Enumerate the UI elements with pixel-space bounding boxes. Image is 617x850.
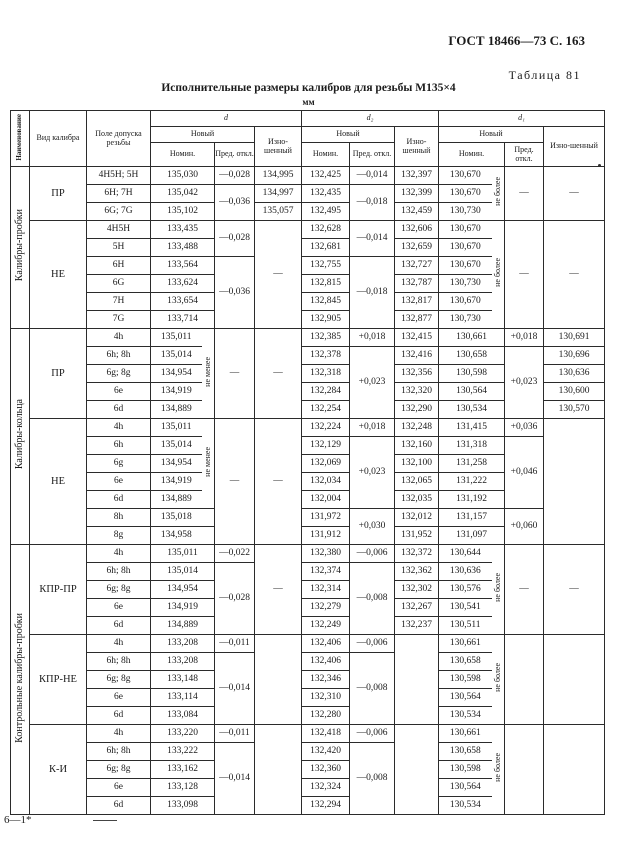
cell-d-otkl: — [215, 419, 255, 545]
cell-d-nomin: 135,011 [151, 329, 202, 347]
header-d-novyi: Новый [151, 127, 255, 143]
cell-d2-izn: 132,817 [395, 293, 439, 311]
cell-d2-izn: 132,399 [395, 185, 439, 203]
cell-d2-otkl: —0,018 [350, 257, 395, 329]
cell-d1-nomin: 130,564 [439, 779, 492, 797]
cell-d2-nomin: 132,318 [302, 365, 350, 383]
cell-d2-nomin: 132,279 [302, 599, 350, 617]
group-kalibry-koltsa: Калибры-кольца [11, 329, 30, 545]
cell-d-nomin: 133,148 [151, 671, 215, 689]
header-d2: d₂ [302, 111, 439, 127]
note-ne-bolee: не более [492, 545, 505, 635]
cell-pole: 4h [87, 635, 151, 653]
cell-d2-izn: 132,302 [395, 581, 439, 599]
cell-pole: 6e [87, 383, 151, 401]
cell-d2-nomin: 132,385 [302, 329, 350, 347]
cell-d2-otkl: +0,023 [350, 347, 395, 419]
cell-d1-nomin: 130,511 [439, 617, 492, 635]
cell-d1-izn [544, 419, 605, 545]
cell-d2-nomin: 132,905 [302, 311, 350, 329]
cell-d1-otkl: — [505, 221, 544, 329]
cell-d2-otkl: —0,008 [350, 653, 395, 725]
cell-d1-nomin: 131,258 [439, 455, 505, 473]
cell-pole: 6g; 8g [87, 581, 151, 599]
cell-d2-nomin: 132,069 [302, 455, 350, 473]
cell-d-otkl: —0,028 [215, 563, 255, 635]
cell-d1-nomin: 130,730 [439, 311, 492, 329]
cell-d-nomin: 133,208 [151, 635, 215, 653]
cell-d1-nomin: 130,644 [439, 545, 492, 563]
cell-d-nomin: 133,084 [151, 707, 215, 725]
cell-pole: 6h [87, 437, 151, 455]
cell-d2-nomin: 132,346 [302, 671, 350, 689]
footer-signature: 6—1* [4, 814, 32, 826]
cell-d2-nomin: 132,406 [302, 653, 350, 671]
cell-d-otkl: —0,028 [215, 221, 255, 257]
cell-pole: 6h; 8h [87, 563, 151, 581]
cell-d-izn: 134,997 [255, 185, 302, 203]
cell-d1-nomin: 130,534 [439, 707, 492, 725]
cell-d2-nomin: 132,310 [302, 689, 350, 707]
cell-d-nomin: 133,222 [151, 743, 215, 761]
table-row [11, 545, 605, 563]
cell-d2-otkl: +0,030 [350, 509, 395, 545]
cell-d1-nomin: 130,534 [439, 401, 505, 419]
cell-pole: 7G [87, 311, 151, 329]
cell-pole: 8h [87, 509, 151, 527]
cell-pole: 4h [87, 329, 151, 347]
cell-d2-izn: 131,952 [395, 527, 439, 545]
cell-d2-izn: 132,065 [395, 473, 439, 491]
cell-d-otkl: — [215, 329, 255, 419]
table-row [11, 347, 605, 365]
gauge-dimensions-table [10, 110, 605, 815]
note-ne-menee: не менее [202, 329, 215, 419]
header-d2-iznoshennyi: Изно-шенный [395, 127, 439, 167]
cell-d2-nomin: 132,374 [302, 563, 350, 581]
cell-d1-izn [544, 635, 605, 725]
cell-d1-nomin: 130,658 [439, 653, 492, 671]
cell-d1-nomin: 130,534 [439, 797, 492, 815]
kind-pr-ring: ПР [30, 329, 87, 419]
cell-pole: 4Н5Н [87, 221, 151, 239]
cell-d2-izn: 132,787 [395, 275, 439, 293]
cell-d2-nomin: 132,294 [302, 797, 350, 815]
note-ne-menee: не менее [202, 419, 215, 509]
cell-pole: 6d [87, 797, 151, 815]
cell-d1-nomin: 130,598 [439, 671, 492, 689]
cell-d2-izn: 132,035 [395, 491, 439, 509]
cell-d2-nomin: 132,378 [302, 347, 350, 365]
cell-d-nomin: 134,889 [151, 491, 202, 509]
cell-d-otkl: —0,022 [215, 545, 255, 563]
page-header: ГОСТ 18466—73 С. 163 [448, 33, 585, 48]
cell-d2-izn: 132,416 [395, 347, 439, 365]
cell-pole: 8g [87, 527, 151, 545]
cell-d1-nomin: 130,670 [439, 239, 492, 257]
cell-pole: 6e [87, 689, 151, 707]
cell-pole: 6h; 8h [87, 347, 151, 365]
cell-d2-nomin: 132,815 [302, 275, 350, 293]
cell-d-otkl: —0,036 [215, 185, 255, 221]
note-ne-bolee: не более [492, 221, 505, 329]
cell-d2-nomin: 132,324 [302, 779, 350, 797]
header-d1-pred: Пред. откл. [505, 143, 544, 167]
cell-d1-nomin: 131,097 [439, 527, 505, 545]
cell-d-otkl: —0,014 [215, 653, 255, 725]
cell-d-nomin: 135,011 [151, 545, 215, 563]
header-d2-nomin: Номин. [302, 143, 350, 167]
cell-d2-nomin: 132,360 [302, 761, 350, 779]
table-row [11, 509, 605, 527]
cell-d2-otkl: —0,008 [350, 563, 395, 635]
cell-d2-nomin: 132,254 [302, 401, 350, 419]
cell-d-nomin: 134,889 [151, 401, 202, 419]
header-vid-kalibra: Вид калибра [30, 111, 87, 167]
cell-d2-nomin: 132,495 [302, 203, 350, 221]
cell-pole: 6d [87, 491, 151, 509]
cell-d2-nomin: 132,280 [302, 707, 350, 725]
table-number: Таблица 81 [508, 68, 581, 82]
cell-d1-otkl: +0,036 [505, 419, 544, 437]
cell-d2-nomin: 131,972 [302, 509, 350, 527]
cell-d1-nomin: 130,564 [439, 383, 505, 401]
kind-ne: НЕ [30, 221, 87, 329]
cell-d1-nomin: 130,670 [439, 293, 492, 311]
cell-pole: 6Н [87, 257, 151, 275]
footer-dash [93, 820, 117, 821]
cell-d1-nomin: 131,192 [439, 491, 505, 509]
cell-pole: 6g [87, 455, 151, 473]
note-blank [202, 509, 215, 527]
header-pole-dopuska: Поле допуска резьбы [87, 111, 151, 167]
cell-d1-nomin: 130,730 [439, 203, 492, 221]
cell-d2-izn: 132,248 [395, 419, 439, 437]
cell-d2-izn: 132,267 [395, 599, 439, 617]
table-row [11, 221, 605, 239]
cell-pole: 6h; 8h [87, 743, 151, 761]
cell-d-nomin: 134,919 [151, 473, 202, 491]
header-d-nomin: Номин. [151, 143, 215, 167]
cell-pole: 4Н5Н; 5Н [87, 167, 151, 185]
cell-d1-nomin: 130,661 [439, 635, 492, 653]
cell-d1-nomin: 130,670 [439, 167, 492, 185]
cell-d2-izn: 132,160 [395, 437, 439, 455]
cell-d1-nomin: 130,564 [439, 689, 492, 707]
cell-d2-izn: 132,659 [395, 239, 439, 257]
cell-d-nomin: 133,624 [151, 275, 215, 293]
cell-d1-izn: — [544, 221, 605, 329]
cell-d1-nomin: 130,658 [439, 743, 492, 761]
cell-d1-izn: 130,636 [544, 365, 605, 383]
cell-d-nomin: 135,018 [151, 509, 202, 527]
cell-d1-nomin: 130,670 [439, 221, 492, 239]
header-d1: d₁ [439, 111, 605, 127]
header-d: d [151, 111, 302, 127]
cell-d-nomin: 133,654 [151, 293, 215, 311]
cell-d1-nomin: 131,318 [439, 437, 505, 455]
cell-d-nomin: 134,954 [151, 365, 202, 383]
cell-d-izn [255, 635, 302, 725]
cell-d-nomin: 135,102 [151, 203, 215, 221]
cell-d-nomin: 133,564 [151, 257, 215, 275]
cell-d2-nomin: 132,249 [302, 617, 350, 635]
cell-d-izn: — [255, 329, 302, 419]
cell-d1-otkl: +0,018 [505, 329, 544, 347]
cell-d-nomin: 134,919 [151, 599, 215, 617]
cell-d-nomin: 133,114 [151, 689, 215, 707]
cell-pole: 6e [87, 599, 151, 617]
cell-d2-nomin: 132,435 [302, 185, 350, 203]
cell-d2-izn: 132,237 [395, 617, 439, 635]
cell-d-otkl: —0,028 [215, 167, 255, 185]
cell-d2-nomin: 132,420 [302, 743, 350, 761]
cell-d1-nomin: 131,222 [439, 473, 505, 491]
cell-d-izn: — [255, 221, 302, 329]
cell-d-izn: 135,057 [255, 203, 302, 221]
cell-d2-nomin: 132,034 [302, 473, 350, 491]
cell-d-izn: — [255, 419, 302, 545]
kind-ne-ring: НЕ [30, 419, 87, 545]
kind-k-i: К-И [30, 725, 87, 815]
header-d1-nomin: Номин. [439, 143, 505, 167]
note-ne-bolee: не более [492, 167, 505, 221]
cell-d2-otkl: +0,018 [350, 329, 395, 347]
cell-pole: 6d [87, 707, 151, 725]
cell-d2-nomin: 132,406 [302, 635, 350, 653]
table-row [11, 635, 605, 653]
header-d2-pred: Пред. откл. [350, 143, 395, 167]
kind-kpr-pr: КПР-ПР [30, 545, 87, 635]
cell-d1-nomin: 131,157 [439, 509, 505, 527]
table-row [11, 329, 605, 347]
cell-pole: 6G; 7G [87, 203, 151, 221]
cell-d2-otkl: +0,023 [350, 437, 395, 509]
cell-d-nomin: 135,030 [151, 167, 215, 185]
header-d1-iznoshennyi: Изно-шенный [544, 127, 605, 167]
table-row [11, 725, 605, 743]
cell-d2-izn: 132,012 [395, 509, 439, 527]
cell-d2-izn: 132,459 [395, 203, 439, 221]
cell-pole: 4h [87, 725, 151, 743]
cell-d2-nomin: 132,380 [302, 545, 350, 563]
cell-d1-otkl [505, 725, 544, 815]
cell-d2-nomin: 132,129 [302, 437, 350, 455]
cell-d1-nomin: 130,661 [439, 725, 492, 743]
cell-d-otkl: —0,014 [215, 743, 255, 815]
cell-pole: 6d [87, 617, 151, 635]
header-d2-novyi: Новый [302, 127, 395, 143]
cell-d-otkl: —0,011 [215, 635, 255, 653]
cell-d1-nomin: 130,730 [439, 275, 492, 293]
cell-d1-otkl: +0,023 [505, 347, 544, 419]
header-d-iznoshennyi: Изно-шенный [255, 127, 302, 167]
cell-d2-nomin: 131,912 [302, 527, 350, 545]
cell-d2-izn: 132,397 [395, 167, 439, 185]
cell-d1-izn: 130,570 [544, 401, 605, 419]
cell-d2-otkl: —0,014 [350, 221, 395, 257]
cell-d1-nomin: 130,670 [439, 185, 492, 203]
cell-d-nomin: 134,919 [151, 383, 202, 401]
note-blank [202, 527, 215, 545]
cell-d2-izn: 132,727 [395, 257, 439, 275]
cell-d-nomin: 133,435 [151, 221, 215, 239]
cell-d-nomin: 133,714 [151, 311, 215, 329]
header-d-pred: Пред. откл. [215, 143, 255, 167]
cell-pole: 6G [87, 275, 151, 293]
cell-pole: 6g; 8g [87, 365, 151, 383]
cell-d1-izn: — [544, 167, 605, 221]
cell-d-otkl: —0,011 [215, 725, 255, 743]
cell-d-nomin: 133,128 [151, 779, 215, 797]
cell-d-nomin: 133,162 [151, 761, 215, 779]
cell-d-nomin: 134,958 [151, 527, 202, 545]
cell-d2-otkl: —0,014 [350, 167, 395, 185]
cell-d-izn [255, 725, 302, 815]
cell-d2-otkl: +0,018 [350, 419, 395, 437]
header-d1-novyi: Новый [439, 127, 544, 143]
cell-pole: 6d [87, 401, 151, 419]
cell-pole: 6g; 8g [87, 671, 151, 689]
group-kalibry-probki: Калибры-пробки [11, 167, 30, 329]
cell-d-nomin: 133,220 [151, 725, 215, 743]
cell-pole: 6e [87, 473, 151, 491]
cell-d-otkl: —0,036 [215, 257, 255, 329]
cell-d2-nomin: 132,425 [302, 167, 350, 185]
cell-d2-otkl: —0,006 [350, 725, 395, 743]
kind-kpr-ne: КПР-НЕ [30, 635, 87, 725]
cell-d-nomin: 133,488 [151, 239, 215, 257]
cell-d2-izn: 132,320 [395, 383, 439, 401]
cell-d1-izn: 130,600 [544, 383, 605, 401]
cell-d2-izn: 132,356 [395, 365, 439, 383]
cell-d2-otkl: —0,006 [350, 635, 395, 653]
cell-d1-izn: 130,696 [544, 347, 605, 365]
cell-d1-nomin: 131,415 [439, 419, 505, 437]
cell-d1-nomin: 130,576 [439, 581, 492, 599]
cell-d2-izn: 132,290 [395, 401, 439, 419]
cell-d2-nomin: 132,681 [302, 239, 350, 257]
cell-d1-nomin: 130,598 [439, 761, 492, 779]
table-title: Исполнительные размеры калибров для резьбы М135×4 [161, 82, 456, 94]
cell-pole: 5Н [87, 239, 151, 257]
cell-d2-nomin: 132,418 [302, 725, 350, 743]
table-row [11, 419, 605, 437]
cell-d-izn: 134,995 [255, 167, 302, 185]
cell-d1-otkl: +0,060 [505, 509, 544, 545]
cell-d2-nomin: 132,314 [302, 581, 350, 599]
cell-d2-izn: 132,606 [395, 221, 439, 239]
cell-d1-izn [544, 725, 605, 815]
note-ne-bolee: не более [492, 725, 505, 815]
cell-d1-otkl [505, 635, 544, 725]
cell-d2-nomin: 132,004 [302, 491, 350, 509]
cell-d2-nomin: 132,224 [302, 419, 350, 437]
table-row [11, 167, 605, 185]
table-units: мм [302, 97, 315, 107]
cell-d2-izn [395, 725, 439, 815]
cell-d-nomin: 135,014 [151, 347, 202, 365]
cell-d2-nomin: 132,628 [302, 221, 350, 239]
cell-d1-nomin: 130,541 [439, 599, 492, 617]
cell-d1-otkl: — [505, 167, 544, 221]
cell-d-nomin: 135,014 [151, 563, 215, 581]
cell-d1-nomin: 130,636 [439, 563, 492, 581]
note-ne-bolee: не более [492, 635, 505, 725]
group-kontrolnye: Контрольные калибры-пробки [11, 545, 30, 815]
cell-d-nomin: 134,889 [151, 617, 215, 635]
cell-d1-nomin: 130,598 [439, 365, 505, 383]
cell-pole: 7Н [87, 293, 151, 311]
cell-d-nomin: 135,042 [151, 185, 215, 203]
cell-pole: 4h [87, 545, 151, 563]
cell-pole: 6g; 8g [87, 761, 151, 779]
cell-d1-nomin: 130,661 [439, 329, 505, 347]
table-row [11, 437, 605, 455]
cell-d-nomin: 134,954 [151, 455, 202, 473]
cell-d-izn: — [255, 545, 302, 635]
cell-d2-nomin: 132,845 [302, 293, 350, 311]
header-naimenovanie: Наименование [11, 111, 30, 167]
cell-d-nomin: 133,208 [151, 653, 215, 671]
cell-pole: 6h; 8h [87, 653, 151, 671]
cell-d1-izn: — [544, 545, 605, 635]
cell-pole: 4h [87, 419, 151, 437]
cell-d2-otkl: —0,018 [350, 185, 395, 221]
cell-d1-nomin: 130,670 [439, 257, 492, 275]
cell-d1-nomin: 130,658 [439, 347, 505, 365]
cell-d2-nomin: 132,284 [302, 383, 350, 401]
kind-pr: ПР [30, 167, 87, 221]
cell-d1-izn: 130,691 [544, 329, 605, 347]
cell-d2-otkl: —0,008 [350, 743, 395, 815]
cell-d2-izn: 132,877 [395, 311, 439, 329]
cell-d1-otkl: +0,046 [505, 437, 544, 509]
cell-d-nomin: 133,098 [151, 797, 215, 815]
cell-d1-otkl: — [505, 545, 544, 635]
cell-d2-izn: 132,100 [395, 455, 439, 473]
cell-pole: 6e [87, 779, 151, 797]
cell-d2-izn: 132,372 [395, 545, 439, 563]
cell-d2-izn: 132,362 [395, 563, 439, 581]
cell-d-nomin: 135,011 [151, 419, 202, 437]
cell-d-nomin: 135,014 [151, 437, 202, 455]
cell-d2-nomin: 132,755 [302, 257, 350, 275]
cell-d2-otkl: —0,006 [350, 545, 395, 563]
cell-d2-izn [395, 635, 439, 725]
cell-pole: 6Н; 7Н [87, 185, 151, 203]
cell-d2-izn: 132,415 [395, 329, 439, 347]
cell-d-nomin: 134,954 [151, 581, 215, 599]
